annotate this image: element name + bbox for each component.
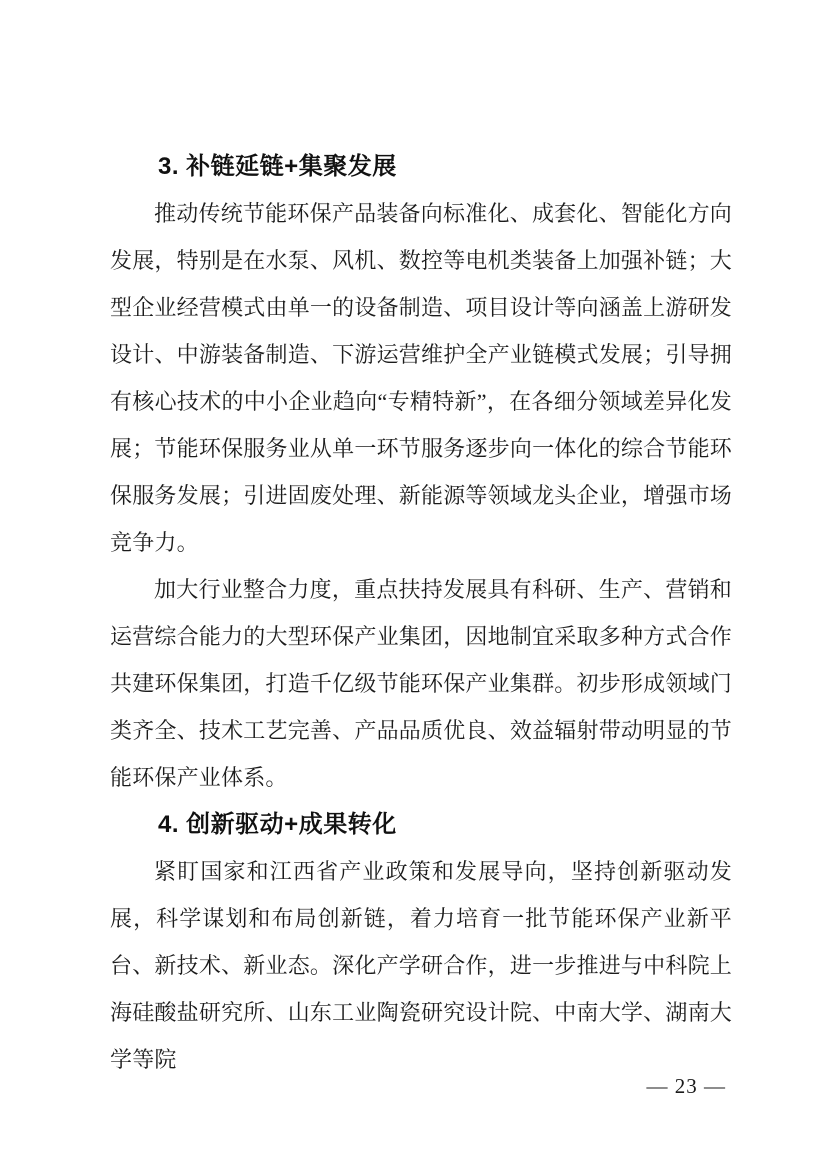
paragraph-industry-integration: 加大行业整合力度，重点扶持发展具有科研、生产、营销和运营综合能力的大型环保产业集团，因地制宜采取多种方式合作共建环保集团，打造千亿级节能环保产业集群。初步形成领域门类齐全、技术工艺完善、产品品质优良、效益辐射带动明显的节能环保产业体系。 [110, 577, 732, 790]
paragraph-chain-development: 推动传统节能环保产品装备向标准化、成套化、智能化方向发展，特别是在水泵、风机、数控等电机类装备上加强补链；大型企业经营模式由单一的设备制造、项目设计等向涵盖上游研发设计、中游装备制造、下游运营维护全产业链模式发展；引导拥有核心技术的中小企业趋向“专精特新”，在各细分领域差异化发展；节能环保服务业从单一环节服务逐步向一体化的综合节能环保服务发展；引进固废处理、新能源等领域龙头企业，增强市场竞争力。 [110, 201, 732, 555]
page-number: — 23 — [646, 1074, 726, 1098]
document-body [110, 143, 732, 1083]
paragraph-innovation-drive: 紧盯国家和江西省产业政策和发展导向，坚持创新驱动发展，科学谋划和布局创新链，着力培育一批节能环保产业新平台、新技术、新业态。深化产学研合作，进一步推进与中科院上海硅酸盐研究所、山东工业陶瓷研究设计院、中南大学、湖南大学等院 [110, 859, 732, 1072]
section-heading-4: 4. 创新驱动+成果转化 [158, 811, 397, 838]
section-heading-3: 3. 补链延链+集聚发展 [158, 153, 397, 180]
